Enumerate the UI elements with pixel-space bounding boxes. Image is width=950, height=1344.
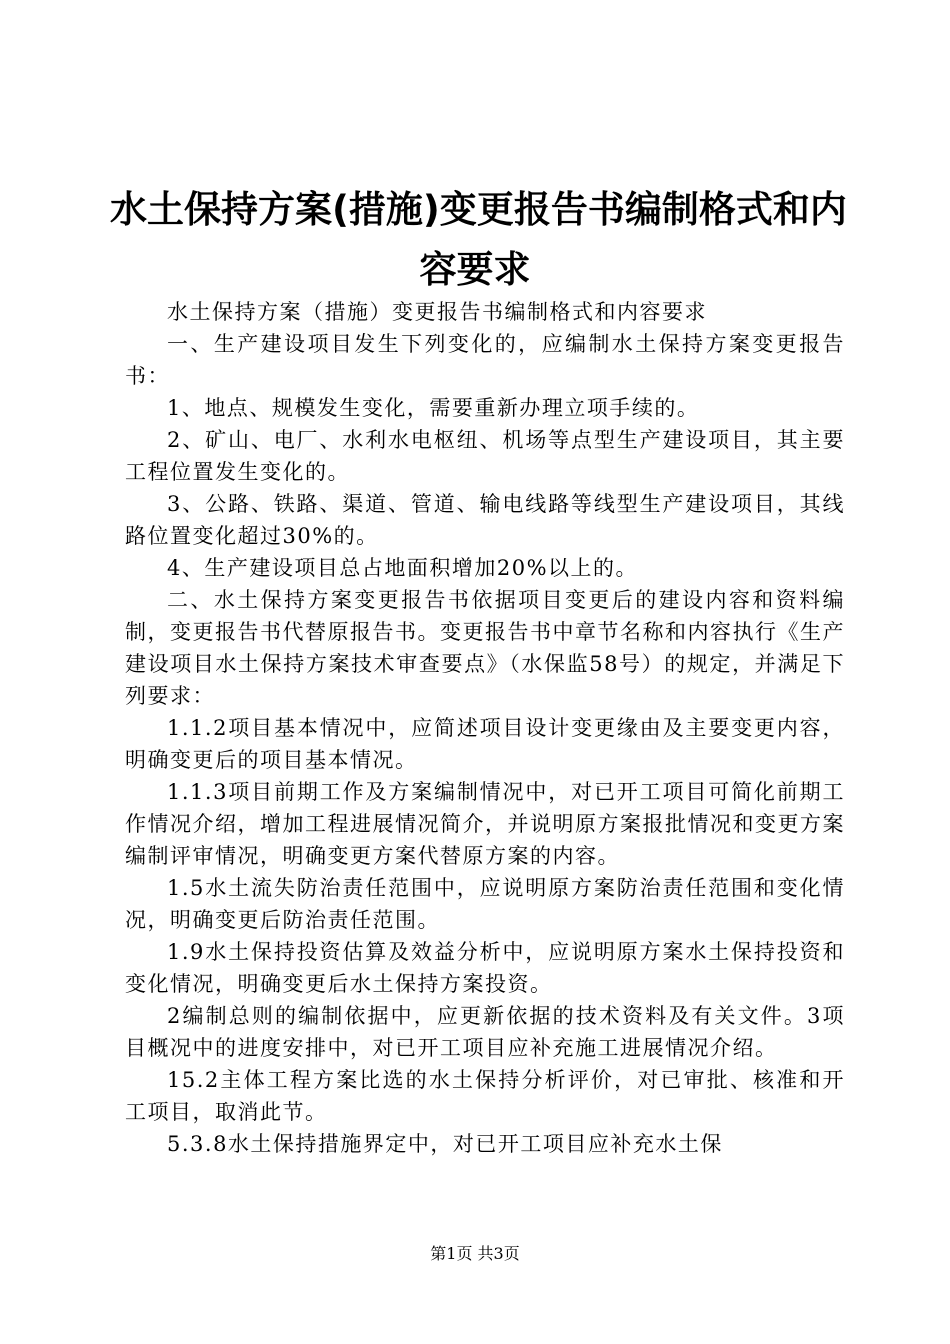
document-title-line-2: 容要求: [419, 248, 531, 291]
body-paragraph: 1.5水土流失防治责任范围中，应说明原方案防治责任范围和变化情况，明确变更后防治责任范围。: [125, 876, 845, 932]
body-paragraph: 2、矿山、电厂、水利水电枢纽、机场等点型生产建设项目，其主要工程位置发生变化的。: [125, 428, 845, 484]
body-paragraph: 1.1.3项目前期工作及方案编制情况中，对已开工项目可简化前期工作情况介绍，增加工程进展情况简介，并说明原方案报批情况和变更方案编制评审情况，明确变更方案代替原方案的内容。: [125, 780, 845, 868]
page-footer: 第1页 共3页: [430, 1244, 520, 1263]
body-paragraph: 水土保持方案（措施）变更报告书编制格式和内容要求: [167, 300, 707, 324]
body-paragraph: 3、公路、铁路、渠道、管道、输电线路等线型生产建设项目，其线路位置变化超过30%的。: [125, 492, 845, 548]
document-body: [125, 296, 845, 1160]
body-paragraph: 5.3.8水土保持措施界定中，对已开工项目应补充水土保: [167, 1132, 723, 1156]
body-paragraph: 15.2主体工程方案比选的水土保持分析评价，对已审批、核准和开工项目，取消此节。: [125, 1068, 845, 1124]
body-paragraph: 一、生产建设项目发生下列变化的，应编制水土保持方案变更报告书：: [125, 332, 845, 388]
body-paragraph: 1.1.2项目基本情况中，应简述项目设计变更缘由及主要变更内容，明确变更后的项目基本情况。: [125, 716, 845, 772]
body-paragraph: 二、水土保持方案变更报告书依据项目变更后的建设内容和资料编制，变更报告书代替原报告书。变更报告书中章节名称和内容执行《生产建设项目水土保持方案技术审查要点》（水保监58号）的规定，并满足下列要求：: [125, 588, 845, 708]
body-paragraph: 1.9水土保持投资估算及效益分析中，应说明原方案水土保持投资和变化情况，明确变更后水土保持方案投资。: [125, 940, 845, 996]
body-paragraph: 4、生产建设项目总占地面积增加20%以上的。: [167, 556, 639, 580]
body-paragraph: 2编制总则的编制依据中，应更新依据的技术资料及有关文件。3项目概况中的进度安排中，对已开工项目应补充施工进展情况介绍。: [125, 1004, 845, 1060]
body-paragraph: 1、地点、规模发生变化，需要重新办理立项手续的。: [167, 396, 700, 420]
document-title-line-1: 水土保持方案(措施)变更报告书编制格式和内: [110, 188, 847, 231]
